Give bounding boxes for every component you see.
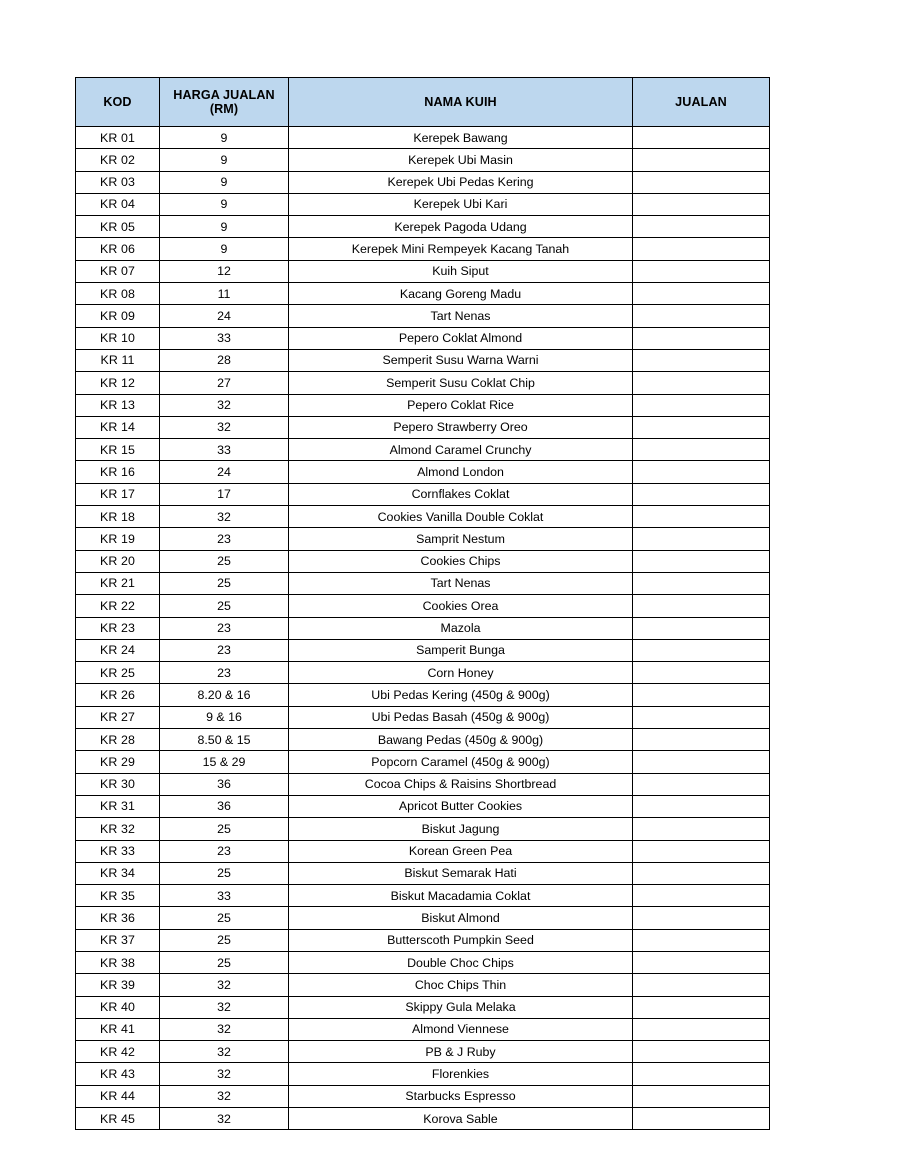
cell-kod: KR 38: [76, 951, 160, 973]
cell-nama-kuih: Kuih Siput: [289, 260, 633, 282]
cell-jualan[interactable]: [633, 1041, 770, 1063]
cell-kod: KR 41: [76, 1018, 160, 1040]
column-header-nama-kuih: [289, 78, 633, 127]
table-row: [76, 1041, 770, 1063]
cell-kod: KR 29: [76, 751, 160, 773]
cell-harga-jualan: 32: [160, 416, 289, 438]
cell-nama-kuih: Popcorn Caramel (450g & 900g): [289, 751, 633, 773]
table-row: [76, 706, 770, 728]
cell-harga-jualan: 28: [160, 349, 289, 371]
column-header-harga-jualan: [160, 78, 289, 127]
cell-nama-kuih: Double Choc Chips: [289, 951, 633, 973]
table-header: [76, 78, 770, 127]
cell-kod: KR 11: [76, 349, 160, 371]
table-row: [76, 394, 770, 416]
cell-kod: KR 22: [76, 595, 160, 617]
cell-nama-kuih: Samprit Nestum: [289, 528, 633, 550]
cell-harga-jualan: 23: [160, 639, 289, 661]
cell-kod: KR 04: [76, 193, 160, 215]
cell-kod: KR 17: [76, 483, 160, 505]
cell-harga-jualan: 17: [160, 483, 289, 505]
table-row: [76, 506, 770, 528]
cell-jualan[interactable]: [633, 951, 770, 973]
cell-nama-kuih: Biskut Semarak Hati: [289, 862, 633, 884]
cell-kod: KR 14: [76, 416, 160, 438]
cell-jualan[interactable]: [633, 349, 770, 371]
cell-harga-jualan: 32: [160, 1063, 289, 1085]
cell-kod: KR 35: [76, 885, 160, 907]
cell-nama-kuih: Bawang Pedas (450g & 900g): [289, 729, 633, 751]
cell-harga-jualan: 25: [160, 951, 289, 973]
table-row: [76, 439, 770, 461]
cell-kod: KR 06: [76, 238, 160, 260]
table-body: [76, 127, 770, 1130]
cell-nama-kuih: Florenkies: [289, 1063, 633, 1085]
table-row: [76, 349, 770, 371]
cell-harga-jualan: 9: [160, 171, 289, 193]
cell-kod: KR 24: [76, 639, 160, 661]
cell-kod: KR 26: [76, 684, 160, 706]
cell-nama-kuih: PB & J Ruby: [289, 1041, 633, 1063]
cell-jualan[interactable]: [633, 327, 770, 349]
cell-harga-jualan: 11: [160, 283, 289, 305]
cell-nama-kuih: Almond Viennese: [289, 1018, 633, 1040]
cell-harga-jualan: 24: [160, 305, 289, 327]
cell-harga-jualan: 33: [160, 885, 289, 907]
price-list-table-wrapper: [75, 77, 769, 1130]
cell-jualan[interactable]: [633, 216, 770, 238]
cell-harga-jualan: 32: [160, 974, 289, 996]
cell-nama-kuih: Cocoa Chips & Raisins Shortbread: [289, 773, 633, 795]
cell-nama-kuih: Apricot Butter Cookies: [289, 795, 633, 817]
table-row: [76, 862, 770, 884]
cell-jualan[interactable]: [633, 885, 770, 907]
cell-nama-kuih: Cookies Chips: [289, 550, 633, 572]
cell-nama-kuih: Cookies Vanilla Double Coklat: [289, 506, 633, 528]
cell-kod: KR 39: [76, 974, 160, 996]
cell-jualan[interactable]: [633, 416, 770, 438]
cell-jualan[interactable]: [633, 149, 770, 171]
cell-kod: KR 10: [76, 327, 160, 349]
cell-kod: KR 23: [76, 617, 160, 639]
cell-harga-jualan: 23: [160, 617, 289, 639]
cell-harga-jualan: 25: [160, 907, 289, 929]
table-row: [76, 840, 770, 862]
table-row: [76, 149, 770, 171]
table-row: [76, 773, 770, 795]
table-row: [76, 974, 770, 996]
cell-kod: KR 18: [76, 506, 160, 528]
cell-nama-kuih: Kerepek Ubi Pedas Kering: [289, 171, 633, 193]
column-header-kod: [76, 78, 160, 127]
cell-kod: KR 40: [76, 996, 160, 1018]
table-row: [76, 751, 770, 773]
column-header-jualan-label: JUALAN: [675, 94, 727, 109]
cell-jualan[interactable]: [633, 461, 770, 483]
cell-jualan[interactable]: [633, 550, 770, 572]
cell-harga-jualan: 32: [160, 996, 289, 1018]
table-row: [76, 729, 770, 751]
cell-nama-kuih: Pepero Coklat Rice: [289, 394, 633, 416]
cell-harga-jualan: 25: [160, 595, 289, 617]
cell-nama-kuih: Butterscoth Pumpkin Seed: [289, 929, 633, 951]
cell-kod: KR 13: [76, 394, 160, 416]
cell-harga-jualan: 32: [160, 1041, 289, 1063]
cell-kod: KR 16: [76, 461, 160, 483]
cell-harga-jualan: 9: [160, 149, 289, 171]
table-row: [76, 1063, 770, 1085]
cell-jualan[interactable]: [633, 193, 770, 215]
cell-kod: KR 25: [76, 662, 160, 684]
cell-jualan[interactable]: [633, 773, 770, 795]
table-row: [76, 483, 770, 505]
cell-jualan[interactable]: [633, 283, 770, 305]
cell-harga-jualan: 32: [160, 506, 289, 528]
table-row: [76, 1018, 770, 1040]
column-header-kod-label: KOD: [103, 94, 132, 109]
table-row: [76, 639, 770, 661]
table-row: [76, 416, 770, 438]
cell-harga-jualan: 25: [160, 929, 289, 951]
cell-harga-jualan: 23: [160, 840, 289, 862]
cell-jualan[interactable]: [633, 394, 770, 416]
cell-jualan[interactable]: [633, 639, 770, 661]
cell-harga-jualan: 32: [160, 1108, 289, 1130]
column-header-harga-jualan-unit: (RM): [209, 102, 239, 116]
cell-jualan[interactable]: [633, 439, 770, 461]
cell-jualan[interactable]: [633, 1085, 770, 1107]
cell-nama-kuih: Ubi Pedas Basah (450g & 900g): [289, 706, 633, 728]
price-list-table: [75, 77, 770, 1130]
cell-jualan[interactable]: [633, 572, 770, 594]
cell-jualan[interactable]: [633, 818, 770, 840]
table-row: [76, 305, 770, 327]
cell-harga-jualan: 12: [160, 260, 289, 282]
cell-jualan[interactable]: [633, 795, 770, 817]
cell-harga-jualan: 25: [160, 818, 289, 840]
cell-harga-jualan: 9: [160, 193, 289, 215]
cell-jualan[interactable]: [633, 1108, 770, 1130]
table-row: [76, 572, 770, 594]
cell-kod: KR 30: [76, 773, 160, 795]
cell-kod: KR 02: [76, 149, 160, 171]
cell-kod: KR 32: [76, 818, 160, 840]
table-row: [76, 327, 770, 349]
table-row: [76, 996, 770, 1018]
cell-nama-kuih: Choc Chips Thin: [289, 974, 633, 996]
cell-harga-jualan: 33: [160, 439, 289, 461]
cell-jualan[interactable]: [633, 617, 770, 639]
table-row: [76, 127, 770, 149]
cell-harga-jualan: 33: [160, 327, 289, 349]
table-row: [76, 372, 770, 394]
cell-kod: KR 12: [76, 372, 160, 394]
cell-jualan[interactable]: [633, 528, 770, 550]
cell-harga-jualan: 15 & 29: [160, 751, 289, 773]
cell-jualan[interactable]: [633, 929, 770, 951]
cell-nama-kuih: Kerepek Ubi Masin: [289, 149, 633, 171]
table-header-row: [76, 78, 770, 127]
cell-harga-jualan: 9 & 16: [160, 706, 289, 728]
cell-nama-kuih: Kerepek Mini Rempeyek Kacang Tanah: [289, 238, 633, 260]
cell-nama-kuih: Almond London: [289, 461, 633, 483]
cell-kod: KR 05: [76, 216, 160, 238]
cell-jualan[interactable]: [633, 996, 770, 1018]
cell-harga-jualan: 36: [160, 773, 289, 795]
cell-kod: KR 36: [76, 907, 160, 929]
cell-kod: KR 08: [76, 283, 160, 305]
cell-kod: KR 21: [76, 572, 160, 594]
table-row: [76, 283, 770, 305]
cell-jualan[interactable]: [633, 238, 770, 260]
table-row: [76, 171, 770, 193]
table-row: [76, 238, 770, 260]
cell-harga-jualan: 25: [160, 862, 289, 884]
cell-nama-kuih: Pepero Coklat Almond: [289, 327, 633, 349]
cell-harga-jualan: 8.20 & 16: [160, 684, 289, 706]
table-row: [76, 216, 770, 238]
cell-jualan[interactable]: [633, 1063, 770, 1085]
cell-jualan[interactable]: [633, 483, 770, 505]
cell-nama-kuih: Semperit Susu Warna Warni: [289, 349, 633, 371]
cell-kod: KR 27: [76, 706, 160, 728]
table-row: [76, 1108, 770, 1130]
cell-harga-jualan: 24: [160, 461, 289, 483]
cell-nama-kuih: Kerepek Ubi Kari: [289, 193, 633, 215]
cell-harga-jualan: 9: [160, 216, 289, 238]
cell-jualan[interactable]: [633, 729, 770, 751]
cell-kod: KR 42: [76, 1041, 160, 1063]
cell-jualan[interactable]: [633, 684, 770, 706]
table-row: [76, 795, 770, 817]
cell-kod: KR 01: [76, 127, 160, 149]
cell-jualan[interactable]: [633, 907, 770, 929]
cell-jualan[interactable]: [633, 751, 770, 773]
cell-nama-kuih: Samperit Bunga: [289, 639, 633, 661]
cell-nama-kuih: Biskut Jagung: [289, 818, 633, 840]
table-row: [76, 617, 770, 639]
table-row: [76, 929, 770, 951]
cell-kod: KR 34: [76, 862, 160, 884]
cell-kod: KR 33: [76, 840, 160, 862]
cell-harga-jualan: 25: [160, 550, 289, 572]
cell-kod: KR 28: [76, 729, 160, 751]
cell-kod: KR 20: [76, 550, 160, 572]
table-row: [76, 907, 770, 929]
cell-jualan[interactable]: [633, 171, 770, 193]
cell-nama-kuih: Biskut Almond: [289, 907, 633, 929]
cell-nama-kuih: Starbucks Espresso: [289, 1085, 633, 1107]
table-row: [76, 885, 770, 907]
cell-jualan[interactable]: [633, 595, 770, 617]
cell-jualan[interactable]: [633, 506, 770, 528]
column-header-jualan: [633, 78, 770, 127]
cell-harga-jualan: 25: [160, 572, 289, 594]
cell-kod: KR 19: [76, 528, 160, 550]
cell-jualan[interactable]: [633, 127, 770, 149]
cell-harga-jualan: 32: [160, 394, 289, 416]
table-row: [76, 461, 770, 483]
cell-kod: KR 43: [76, 1063, 160, 1085]
cell-kod: KR 45: [76, 1108, 160, 1130]
table-row: [76, 595, 770, 617]
cell-harga-jualan: 23: [160, 662, 289, 684]
table-row: [76, 684, 770, 706]
cell-nama-kuih: Corn Honey: [289, 662, 633, 684]
cell-nama-kuih: Kerepek Bawang: [289, 127, 633, 149]
cell-jualan[interactable]: [633, 372, 770, 394]
cell-jualan[interactable]: [633, 706, 770, 728]
cell-kod: KR 03: [76, 171, 160, 193]
cell-harga-jualan: 9: [160, 238, 289, 260]
cell-harga-jualan: 32: [160, 1018, 289, 1040]
cell-nama-kuih: Ubi Pedas Kering (450g & 900g): [289, 684, 633, 706]
table-row: [76, 193, 770, 215]
cell-kod: KR 15: [76, 439, 160, 461]
cell-nama-kuih: Cornflakes Coklat: [289, 483, 633, 505]
column-header-nama-kuih-label: NAMA KUIH: [424, 94, 497, 109]
table-row: [76, 260, 770, 282]
cell-kod: KR 07: [76, 260, 160, 282]
cell-kod: KR 37: [76, 929, 160, 951]
cell-nama-kuih: Kerepek Pagoda Udang: [289, 216, 633, 238]
cell-harga-jualan: 36: [160, 795, 289, 817]
cell-nama-kuih: Tart Nenas: [289, 572, 633, 594]
cell-nama-kuih: Tart Nenas: [289, 305, 633, 327]
cell-nama-kuih: Korova Sable: [289, 1108, 633, 1130]
cell-jualan[interactable]: [633, 974, 770, 996]
cell-nama-kuih: Pepero Strawberry Oreo: [289, 416, 633, 438]
cell-nama-kuih: Almond Caramel Crunchy: [289, 439, 633, 461]
table-row: [76, 818, 770, 840]
cell-nama-kuih: Cookies Orea: [289, 595, 633, 617]
cell-kod: KR 31: [76, 795, 160, 817]
cell-nama-kuih: Kacang Goreng Madu: [289, 283, 633, 305]
cell-nama-kuih: Korean Green Pea: [289, 840, 633, 862]
cell-harga-jualan: 8.50 & 15: [160, 729, 289, 751]
cell-harga-jualan: 32: [160, 1085, 289, 1107]
cell-jualan[interactable]: [633, 840, 770, 862]
cell-nama-kuih: Mazola: [289, 617, 633, 639]
cell-jualan[interactable]: [633, 662, 770, 684]
table-row: [76, 662, 770, 684]
table-row: [76, 1085, 770, 1107]
table-row: [76, 550, 770, 572]
cell-nama-kuih: Semperit Susu Coklat Chip: [289, 372, 633, 394]
cell-harga-jualan: 9: [160, 127, 289, 149]
cell-kod: KR 44: [76, 1085, 160, 1107]
cell-harga-jualan: 23: [160, 528, 289, 550]
cell-jualan[interactable]: [633, 862, 770, 884]
cell-jualan[interactable]: [633, 260, 770, 282]
cell-jualan[interactable]: [633, 305, 770, 327]
cell-nama-kuih: Biskut Macadamia Coklat: [289, 885, 633, 907]
cell-jualan[interactable]: [633, 1018, 770, 1040]
table-row: [76, 951, 770, 973]
table-row: [76, 528, 770, 550]
cell-nama-kuih: Skippy Gula Melaka: [289, 996, 633, 1018]
cell-harga-jualan: 27: [160, 372, 289, 394]
column-header-harga-jualan-label: HARGA JUALAN: [173, 87, 275, 102]
cell-kod: KR 09: [76, 305, 160, 327]
